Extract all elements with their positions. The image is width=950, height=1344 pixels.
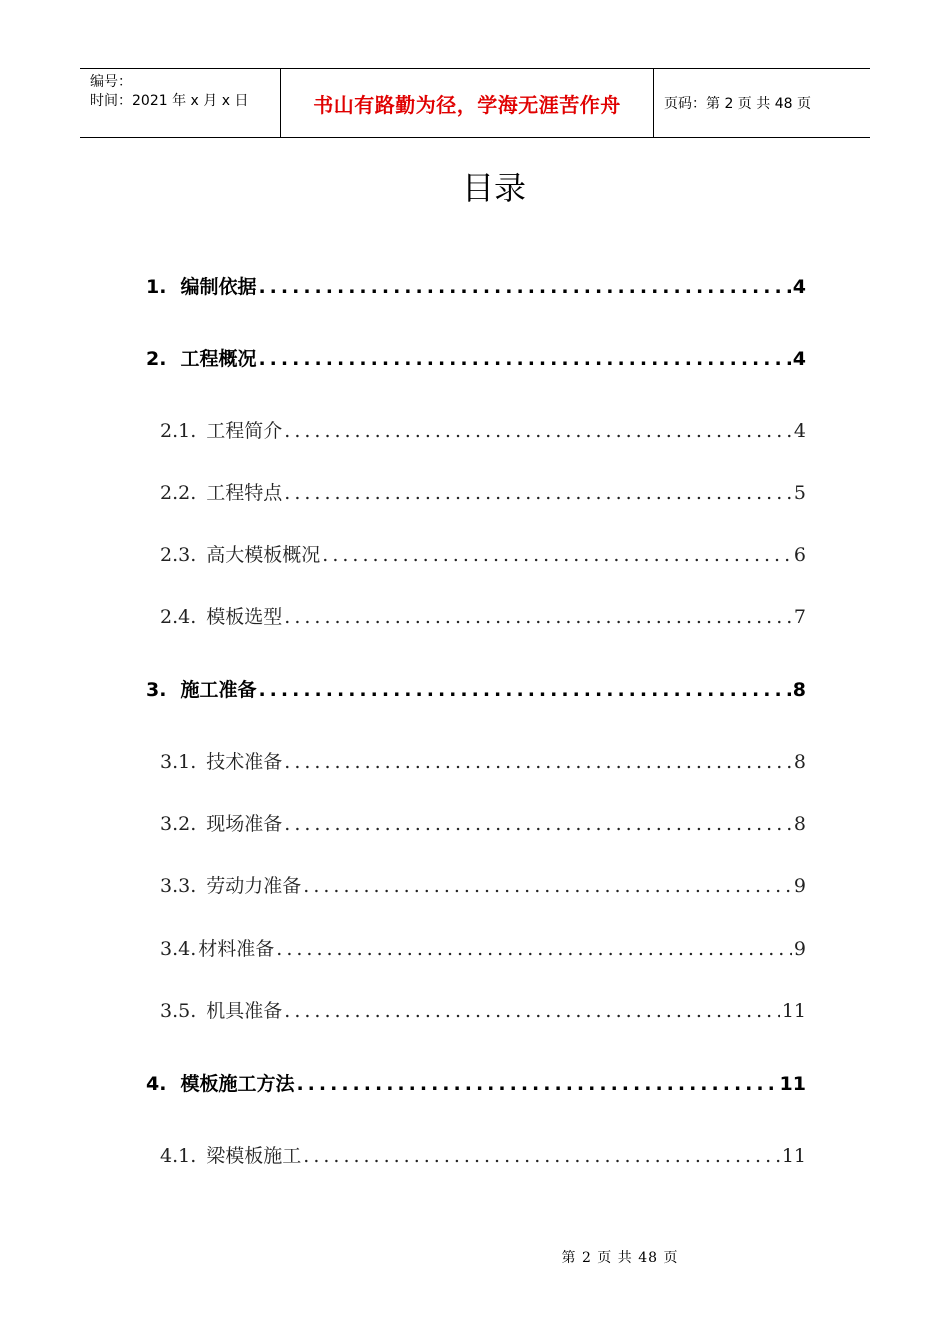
toc-entry-number: 3.	[146, 679, 167, 701]
header-motto: 书山有路勤为径，学海无涯苦作舟	[281, 69, 654, 137]
toc-leader-dots	[296, 1073, 777, 1095]
toc-entry[interactable]	[146, 272, 806, 299]
toc-entry-number: 2.3.	[160, 544, 197, 566]
toc-entry[interactable]	[146, 675, 806, 702]
page-footer: 第 2 页 共 48 页	[561, 1250, 679, 1266]
toc-entry-page: 5	[793, 482, 806, 504]
toc-entry[interactable]	[160, 478, 806, 505]
header-time-label: 时间：2021 年 x 月 x 日	[90, 93, 249, 109]
toc-entry-number: 2.4.	[160, 606, 197, 628]
page-header	[80, 68, 870, 138]
toc-entry-title: 梁模板施工	[206, 1145, 302, 1167]
toc-leader-dots	[303, 1145, 780, 1167]
toc-entry-number: 3.2.	[160, 813, 197, 835]
toc-leader-dots	[258, 679, 790, 701]
toc-leader-dots	[284, 813, 792, 835]
toc-entry-page: 8	[793, 751, 806, 773]
toc-entry-page: 8	[793, 813, 806, 835]
toc-entry-title: 编制依据	[180, 276, 257, 298]
toc-leader-dots	[284, 420, 792, 442]
toc-entry-title: 模板选型	[206, 606, 283, 628]
header-meta	[80, 69, 281, 137]
toc-entry-page: 11	[779, 1073, 806, 1095]
toc-entry[interactable]	[160, 747, 806, 774]
toc-entry-page: 7	[793, 606, 806, 628]
toc-leader-dots	[284, 751, 792, 773]
toc-entry-page: 4	[792, 276, 806, 298]
toc-leader-dots	[322, 544, 792, 566]
toc-entry[interactable]	[160, 602, 806, 629]
header-page-info: 页码：第 2 页 共 48 页	[664, 96, 811, 112]
toc-entry-number: 2.2.	[160, 482, 197, 504]
toc-entry-number: 3.5.	[160, 1000, 197, 1022]
toc-entry-number: 3.3.	[160, 875, 197, 897]
toc-entry[interactable]	[160, 871, 806, 898]
toc-entry-title: 机具准备	[206, 1000, 283, 1022]
toc-entry-title: 高大模板概况	[206, 544, 321, 566]
toc-entry-title: 模板施工方法	[180, 1073, 295, 1095]
toc-leader-dots	[258, 276, 790, 298]
toc-entry-title: 施工准备	[180, 679, 257, 701]
toc-leader-dots	[276, 938, 792, 960]
toc-entry[interactable]	[160, 1141, 806, 1168]
toc-leader-dots	[258, 348, 790, 370]
toc-entry-title: 工程简介	[206, 420, 283, 442]
toc-entry-number: 3.1.	[160, 751, 197, 773]
toc-entry-title: 劳动力准备	[206, 875, 302, 897]
toc-entry[interactable]	[160, 416, 806, 443]
toc-entry-title: 工程特点	[206, 482, 283, 504]
toc-entry[interactable]	[160, 996, 806, 1023]
toc-leader-dots	[303, 875, 792, 897]
toc-entry-number: 3.4.	[160, 938, 197, 960]
toc-entry[interactable]	[160, 934, 806, 961]
header-number-label: 编号：	[90, 74, 132, 90]
toc-entry-page: 11	[781, 1145, 806, 1167]
toc-entry-page: 11	[781, 1000, 806, 1022]
toc-entry-title: 现场准备	[206, 813, 283, 835]
toc-entry-number: 2.1.	[160, 420, 197, 442]
toc-leader-dots	[284, 1000, 780, 1022]
toc-entry[interactable]	[146, 344, 806, 371]
toc-entry-number: 4.	[146, 1073, 167, 1095]
toc-entry[interactable]	[160, 809, 806, 836]
toc-entry-page: 4	[793, 420, 806, 442]
toc-entry-page: 8	[792, 679, 806, 701]
toc-entry-page: 9	[793, 938, 806, 960]
toc-entry-title: 工程概况	[180, 348, 257, 370]
toc-leader-dots	[284, 482, 792, 504]
toc-entry-number: 4.1.	[160, 1145, 197, 1167]
toc-entry[interactable]	[146, 1069, 806, 1096]
toc-entry-page: 9	[793, 875, 806, 897]
toc-entry-number: 1.	[146, 276, 167, 298]
toc-leader-dots	[284, 606, 792, 628]
toc-entry-page: 6	[793, 544, 806, 566]
toc-entry-page: 4	[792, 348, 806, 370]
toc-entry[interactable]	[160, 540, 806, 567]
toc-entry-title: 材料准备	[198, 938, 275, 960]
toc-entry-title: 技术准备	[206, 751, 283, 773]
page-title: 目录	[461, 169, 526, 207]
toc-entry-number: 2.	[146, 348, 167, 370]
